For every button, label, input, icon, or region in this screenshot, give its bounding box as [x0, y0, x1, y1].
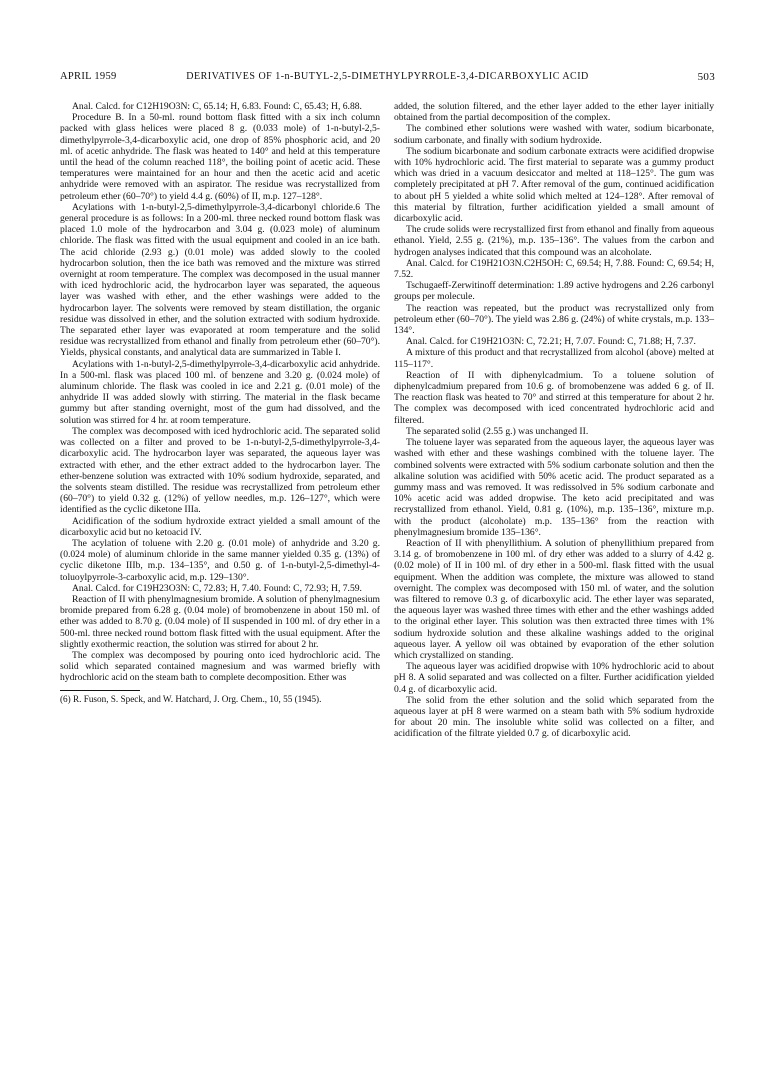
right-column	[394, 101, 714, 740]
header-date: APRIL 1959	[60, 71, 117, 82]
paragraph: Acylations with 1-n-butyl-2,5-dimethylpyrrole-3,4-dicarbonyl chloride.6 The general procedure is as follows: In a 200-ml. three necked round bottom flask was placed 1.0 mole of the hydrocarbon and 3.04 g. (0.023 mole) of aluminum chloride. The flask was fitted with the usual equipment and cooled in an ice bath. The acid chloride (2.93 g.) (0.01 mole) was added slowly to the cooled hydrocarbon solution, then the ice bath was removed and the mixture was stirred overnight at room temperature. The complex was decomposed in the usual manner with iced hydrochloric acid, the hydrocarbon layer was separated, the aqueous layer was washed with ether, and the ether washings were added to the hydrocarbon layer. The solvents were removed by steam distillation, the organic residue was dissolved in ether, and the solution extracted with sodium hydroxide. The separated ether layer was evaporated at room temperature and the solid residue was recrystallized from ethanol and finally from petroleum ether (60–70°). Yields, physical constants, and analytical data are summarized in Table I.	[60, 201, 380, 359]
paragraph: added, the solution filtered, and the ether layer added to the ether layer initially obtained from the partial decomposition of the complex.	[394, 101, 714, 124]
paragraph: The separated solid (2.55 g.) was unchanged II.	[406, 425, 589, 437]
running-header	[60, 71, 715, 87]
footnote: (6) R. Fuson, S. Speck, and W. Hatchard, J. Org. Chem., 10, 55 (1945).	[60, 693, 322, 704]
header-running-title: DERIVATIVES OF 1-n-BUTYL-2,5-DIMETHYLPYRROLE-3,4-DICARBOXYLIC ACID	[186, 71, 589, 82]
paragraph: The aqueous layer was acidified dropwise with 10% hydrochloric acid to about pH 8. A solid separated and was collected on a filter. Further acidification yielded 0.4 g. of dicarboxylic acid.	[394, 661, 714, 695]
paragraph: Anal. Calcd. for C12H19O3N: C, 65.14; H, 6.83. Found: C, 65.43; H, 6.88.	[72, 101, 362, 112]
paragraph: The sodium bicarbonate and sodium carbonate extracts were acidified dropwise with 10% hydrochloric acid. The first material to separate was a gummy product which was dried in a vacuum desiccator and melted at 118–125°. The gum was completely precipitated at pH 7. After removal of the gum, continued acidification to about pH 5 yielded a white solid which melted at 124–128°. After removal of this material by filtration, further acidification yielded a small amount of dicarboxylic acid.	[394, 145, 714, 225]
paragraph: Tschugaeff-Zerwitinoff determination: 1.89 active hydrogens and 2.26 carbonyl groups per molecule.	[394, 280, 714, 303]
paragraph: Reaction of II with phenylmagnesium bromide. A solution of phenylmagnesium bromide prepared from 6.28 g. (0.04 mole) of bromobenzene in about 150 ml. of ether was added to 8.70 g. (0.04 mole) of II suspended in 100 ml. of dry ether in a 500-ml. three necked round bottom flask fitted with the usual equipment. After the slightly exothermic reaction, the solution was stirred for about 2 hr.	[60, 593, 380, 650]
paragraph: A mixture of this product and that recrystallized from alcohol (above) melted at 115–117°.	[394, 347, 714, 370]
paragraph: Anal. Calcd. for C19H23O3N: C, 72.83; H, 7.40. Found: C, 72.93; H, 7.59.	[72, 582, 362, 594]
paragraph: The toluene layer was separated from the aqueous layer, the aqueous layer was washed with ether and these washings combined with the toluene layer. The combined solvents were extracted with 5% sodium carbonate solution and then the alkaline solution was acidified with 50% acetic acid. The product separated as a gummy mass and was removed. It was redissolved in 5% sodium carbonate and 10% acetic acid was added dropwise. The keto acid precipitated and was recrystallized from ethanol. Yield, 0.81 g. (10%), m.p. 135–136°, mixture m.p. with the product (alcoholate) m.p. 135–136° from the reaction with phenylmagnesium bromide 135–136°.	[394, 437, 714, 538]
paragraph: The solid from the ether solution and the solid which separated from the aqueous layer at pH 8 were warmed on a steam bath with 5% sodium hydroxide for about 20 min. The insoluble white solid was collected on a filter, and acidification of the filtrate yielded 0.7 g. of dicarboxylic acid.	[394, 694, 714, 740]
paragraph: The combined ether solutions were washed with water, sodium bicarbonate, sodium carbonate, and finally with sodium hydroxide.	[394, 123, 714, 146]
paragraph: Reaction of II with diphenylcadmium. To a toluene solution of diphenylcadmium prepared from 10.6 g. of bromobenzene was added 6 g. of II. The reaction flask was heated to 70° and stirred at this temperature for about 2 hr. The complex was decomposed with iced concentrated hydrochloric acid and filtered.	[394, 369, 714, 426]
paragraph: The complex was decomposed by pouring onto iced hydrochloric acid. The solid which separated contained magnesium and was warmed briefly with hydrochloric acid on the steam bath to complete decomposition. Ether was	[60, 649, 380, 684]
page-number: 503	[697, 71, 715, 83]
paragraph: The crude solids were recrystallized first from ethanol and finally from aqueous ethanol. Yield, 2.55 g. (21%), m.p. 135–136°. The values from the carbon and hydrogen analyses indicated that this compound was an alcoholate.	[394, 224, 714, 258]
paragraph: The reaction was repeated, but the product was recrystallized only from petroleum ether (60–70°). The yield was 2.86 g. (24%) of white crystals, m.p. 133–134°.	[394, 302, 714, 337]
paragraph: Acylations with 1-n-butyl-2,5-dimethylpyrrole-3,4-dicarboxylic acid anhydride. In a 500-ml. flask was placed 100 ml. of benzene and 3.20 g. (0.024 mole) of aluminum chloride. The flask was cooled in ice and 2.21 g. (0.01 mole) of the anhydride II was added slowly with stirring. The material in the flask became gummy but after standing overnight, most of the gum had dissolved, and the solution was stirred for 4 hr. at room temperature.	[60, 358, 380, 426]
paragraph: Acidification of the sodium hydroxide extract yielded a small amount of the dicarboxylic acid but no ketoacid IV.	[60, 515, 380, 538]
footnote-rule	[60, 690, 140, 691]
left-column	[60, 101, 380, 704]
paragraph: The complex was decomposed with iced hydrochloric acid. The separated solid was collected on a filter and proved to be 1-n-butyl-2,5-dimethylpyrrole-3,4-dicarboxylic acid. The hydrocarbon layer was separated, the aqueous layer was extracted with ether, and the ether extract added to the hydrocarbon layer. The ether-benzene solution was extracted with 10% sodium hydroxide, separated, and the solvents steam distilled. The residue was recrystallized from petroleum ether (60–70°) to yield 0.32 g. (12%) of yellow needles, m.p. 126–127°, which were identified as the cyclic diketone IIIa.	[60, 425, 380, 516]
paragraph: The acylation of toluene with 2.20 g. (0.01 mole) of anhydride and 3.20 g. (0.024 mole) of aluminum chloride in the same manner yielded 0.35 g. (13%) of cyclic diketone IIIb, m.p. 134–135°, and 0.50 g. of 1-n-butyl-2,5-dimethyl-4-toluoylpyrrole-3-carboxylic acid, m.p. 129–130°.	[60, 537, 380, 583]
paragraph: Procedure B. In a 50-ml. round bottom flask fitted with a six inch column packed with glass helices were placed 8 g. (0.033 mole) of 1-n-butyl-2,5-dimethylpyrrole-3,4-dicarboxylic acid, one drop of 85% phosphoric acid, and 20 ml. of acetic anhydride. The flask was heated to 140° and held at this temperature until the head of the column reached 118°, the boiling point of acetic acid. These temperatures were maintained for an hour and then the acetic acid and acetic anhydride were removed with an aspirator. The residue was recrystallized from petroleum ether (60–70°) to yield 4.4 g. (60%) of II, m.p. 127–128°.	[60, 112, 380, 202]
paragraph: Anal. Calcd. for C19H21O3N: C, 72.21; H, 7.07. Found: C, 71.88; H, 7.37.	[406, 336, 696, 348]
paragraph: Anal. Calcd. for C19H21O3N.C2H5OH: C, 69.54; H, 7.88. Found: C, 69.54; H, 7.52.	[394, 257, 714, 281]
paragraph: Reaction of II with phenyllithium. A solution of phenyllithium prepared from 3.14 g. of bromobenzene in 100 ml. of dry ether was added to a slurry of 4.42 g. (0.02 mole) of II in 100 ml. of dry ether in a 500-ml. flask fitted with the usual equipment. When the addition was complete, the mixture was allowed to stand overnight. The complex was decomposed with 150 ml. of water, and the solution was filtered to remove 0.3 g. of dicarboxylic acid. The ether layer was separated, the aqueous layer was washed three times with ether and the ether washings added to the original ether layer. This solution was then extracted three times with 1% sodium hydroxide solution and these alkaline washings added to the original aqueous layer. A yellow oil was obtained by evaporation of the ether solution which crystallized on standing.	[394, 537, 714, 661]
